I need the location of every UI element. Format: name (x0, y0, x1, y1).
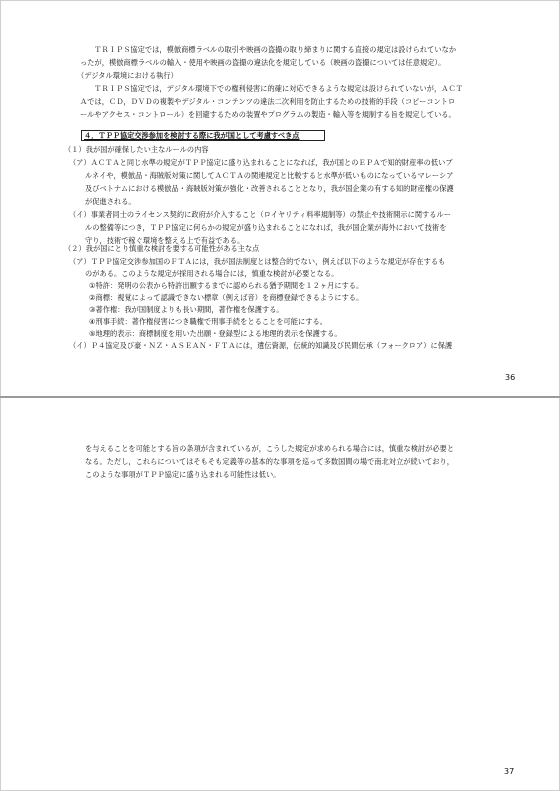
list-item: ①特許：発明の公表から特許出願するまでに認められる猶予期間を１２ヶ月にする。 (89, 281, 364, 290)
body-line: のがある。このような規定が採用される場合には，慎重な検討が必要となる。 (85, 269, 339, 278)
subheading: （デジタル環境における執行） (77, 71, 178, 80)
body-line: 守り，技術で稼ぐ環境を整える上で有益である。 (85, 236, 245, 245)
body-line: ルネイや，模倣品・海賊版対策に関してＡＣＴＡの関連規定と比較すると水準が低いものになっているマレーシア (85, 171, 454, 180)
body-line: Ａでは，ＣＤ，ＤＶＤの複製やデジタル・コンテンツの違法二次利用を防止するための技術的手段（コピーコントロ (80, 97, 456, 106)
page-number: 37 (504, 767, 515, 776)
body-line: このような事項がＴＰＰ協定に盛り込まれる可能性は低い。 (85, 470, 281, 479)
body-line: なる。ただし，これらについてはそもそも定義等の基本的な事項を巡って多数国間の場で南北対立が続いており， (85, 457, 454, 466)
page-number: 36 (505, 373, 516, 382)
body-line: （イ）事業者同士のライセンス契約に政府が介入すること（ロイヤリティ料率規制等）の禁止や技術開示に関するルー (69, 210, 452, 219)
page-37 (0, 398, 560, 791)
body-line: （ア）ＡＣＴＡと同じ水準の規定がＴＰＰ協定に盛り込まれることになれば，我が国とのＥＰＡで知的財産率の低いブ (69, 158, 453, 167)
body-line: （ア）ＴＰＰ協定交渉参加国のＦＴＡには，我が国法制度とは整合的でない，例えば以下のような規定が存在するも (69, 257, 446, 266)
body-line: が促進される。 (85, 197, 136, 206)
body-line: （イ）Ｐ４協定及び豪・ＮＺ・ＡＳＥＡＮ・ＦＴＡには，遺伝資源，伝統的知識及び民間伝承（フォークロア）に保護 (69, 341, 453, 350)
subsection-heading: （１）我が国が確保したい主なルールの内容 (64, 145, 209, 154)
list-item: ③著作権：我が国制度よりも長い期間，著作権を保護する。 (89, 305, 284, 314)
list-item: ⑤地理的表示：商標制度を用いた出願・登録型による地理的表示を保護する。 (89, 329, 342, 338)
list-item: ④刑事手続：著作権侵害につき職権で刑事手続をとることを可能にする。 (89, 317, 327, 326)
section-heading-box (81, 130, 325, 141)
body-line: を与えることを可能とする旨の条項が含まれているが，こうした規定が求められる場合には，慎重な検討が必要と (85, 444, 455, 453)
body-line: 及びベトナムにおける模倣品・海賊版対策が強化・改善されることとなり，我が国企業の有する知的財産権の保護 (85, 184, 454, 193)
body-line: ルの整備等につき，ＴＰＰ協定に何らかの規定が盛り込まれることになれば，我が国企業が海外において技術を (85, 223, 447, 232)
body-line: ールやアクセス・コントロール）を回避するための装置やプログラムの製造・輸入等を規制する旨を規定している。 (80, 110, 456, 119)
section-heading: ４．ＴＰＰ協定交渉参加を検討する際に我が国として考慮すべき点 (84, 131, 300, 140)
list-item: ②商標：視覚によって認識できない標章（例えば音）を商標登録できるようにする。 (89, 293, 364, 302)
body-line: ったが，模倣商標ラベルの輸入・使用や映画の盗撮の違法化を規定している（映画の盗撮については任意規定）。 (80, 58, 446, 67)
body-line: ＴＲＩＰＳ協定では，デジタル環境下での権利侵害に的確に対応できるような規定は設けられていないが，ＡＣＴ (87, 84, 463, 93)
body-line: ＴＲＩＰＳ協定では，模倣商標ラベルの取引や映画の盗撮の取り締まりに関する直接の規定は設けられていなか (87, 45, 457, 54)
subsection-heading: （２）我が国にとり慎重な検討を要する可能性がある主な点 (64, 244, 260, 253)
